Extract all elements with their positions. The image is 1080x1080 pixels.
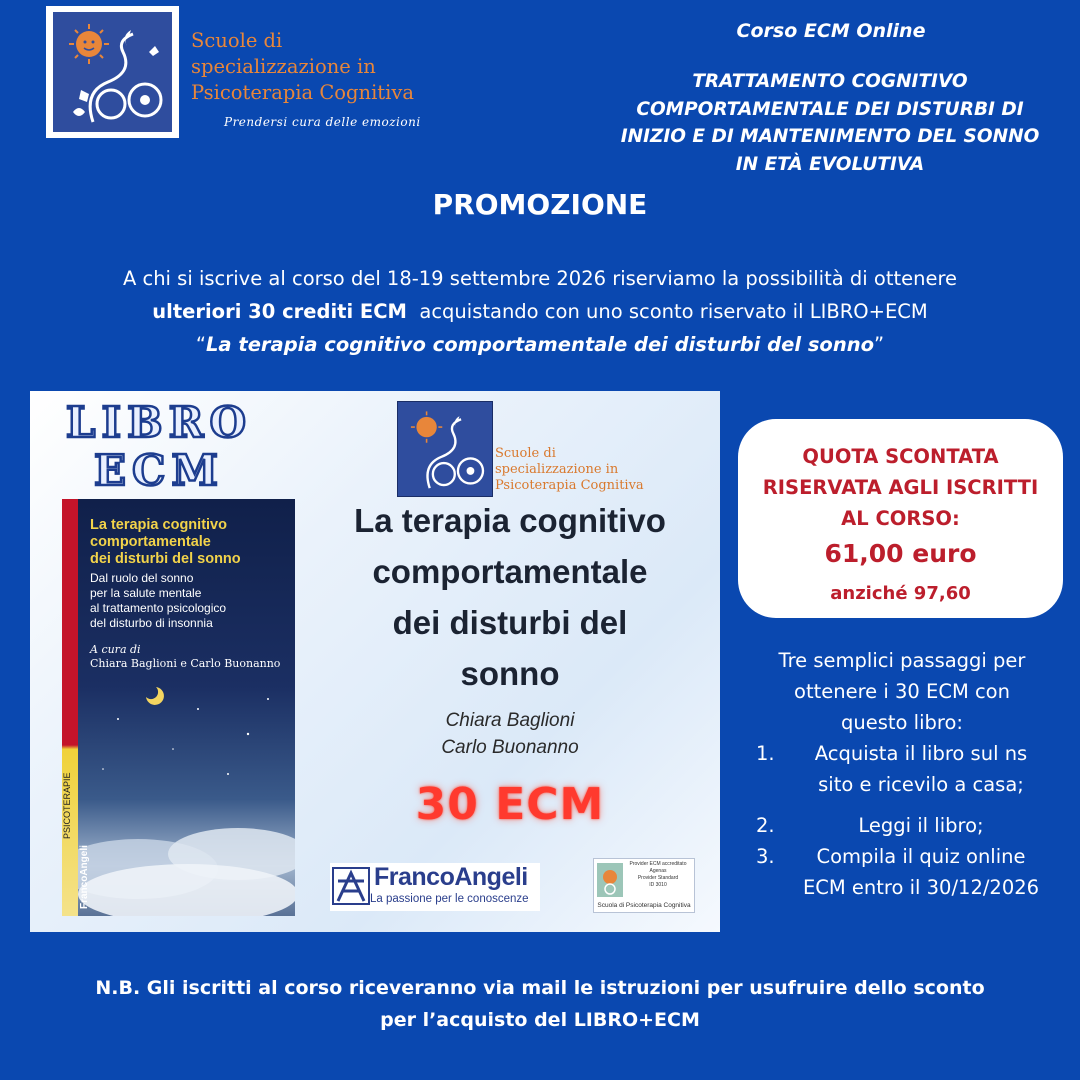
steps-intro-line: ottenere i 30 ECM con xyxy=(794,680,1010,703)
footnote xyxy=(40,972,1040,1036)
steps-intro-line: questo libro: xyxy=(841,711,963,734)
provider-seal-footer: Scuola di Psicoterapia Cognitiva xyxy=(597,902,691,909)
footnote-line: per l’acquisto del LIBRO+ECM xyxy=(380,1009,700,1031)
cover-subtitle-line: del disturbo di insonnia xyxy=(90,616,213,630)
provider-seal-line: Agenas xyxy=(649,868,667,874)
discount-price-box xyxy=(738,419,1063,618)
steps-intro xyxy=(744,645,1060,738)
school-name-line: Psicoterapia Cognitiva xyxy=(191,81,415,104)
cover-subtitle-line: per la salute mentale xyxy=(90,586,202,600)
promo-intro-line xyxy=(30,295,1050,328)
publisher-motto: La passione per le conoscenze xyxy=(370,893,529,905)
publisher-name: FrancoAngeli xyxy=(374,863,528,891)
book-title-line: comportamentale xyxy=(372,553,648,590)
promo-intro-line: A chi si iscrive al corso del 18-19 settembre 2026 riserviamo la possibilità di ottenere xyxy=(122,267,958,290)
step-text xyxy=(790,738,1052,800)
sun-vine-icon xyxy=(398,402,492,496)
book-title-line: La terapia cognitivo xyxy=(354,502,666,539)
promo-heading: PROMOZIONE xyxy=(432,188,648,221)
promo-book-quote: “La terapia cognitivo comportamentale dei disturbi del sonno” xyxy=(195,333,885,356)
provider-seal-text xyxy=(624,861,692,889)
cover-authors: Chiara Baglioni e Carlo Buonanno xyxy=(90,657,281,670)
cover-series: PSICOTERAPIE xyxy=(62,772,72,840)
book-author: Chiara Baglioni xyxy=(445,710,575,731)
cover-color-strip xyxy=(62,499,78,916)
banner-school-name-line: specializzazione in xyxy=(495,462,619,477)
provider-seal-line: Provider ECM accreditato xyxy=(629,861,687,867)
school-logo xyxy=(46,6,179,138)
promo-credits-highlight: ulteriori 30 crediti ECM xyxy=(152,300,407,323)
course-title xyxy=(570,68,1080,178)
banner-school-name-line: Psicoterapia Cognitiva xyxy=(495,478,644,493)
book-banner xyxy=(30,391,720,932)
promo-book-title: La terapia cognitivo comportamentale dei disturbi del sonno xyxy=(206,333,874,356)
banner-school-logo xyxy=(397,401,493,497)
cover-subtitle-line: Dal ruolo del sonno xyxy=(90,571,194,585)
course-title-line: COMPORTAMENTALE DEI DISTURBI DI xyxy=(636,98,1024,120)
book-title-line: dei disturbi del xyxy=(392,604,628,641)
step-text-line: Acquista il libro sul ns xyxy=(814,742,1028,765)
cover-subtitle-line: al trattamento psicologico xyxy=(90,601,227,615)
price-header-line: QUOTA SCONTATA xyxy=(802,445,999,468)
libro-label-line: ECM xyxy=(94,446,224,495)
school-tagline: Prendersi cura delle emozioni xyxy=(224,115,421,129)
course-title-line: IN ETÀ EVOLUTIVA xyxy=(735,153,925,175)
cover-subtitle xyxy=(90,571,290,631)
step-number: 3. xyxy=(756,845,775,868)
cover-editors xyxy=(90,643,295,671)
provider-logo-icon xyxy=(597,863,623,897)
step-number: 2. xyxy=(756,814,775,837)
school-logo-emblem xyxy=(53,12,172,132)
sun-vine-icon xyxy=(53,12,172,132)
cover-publisher: FrancoAngeli xyxy=(79,845,90,909)
original-price: anziché 97,60 xyxy=(830,583,971,604)
provider-seal-line: Provider Standard xyxy=(637,875,679,881)
book-cover xyxy=(62,499,295,916)
course-title-line: TRATTAMENTO COGNITIVO xyxy=(692,71,968,92)
banner-school-name xyxy=(495,446,720,494)
footnote-line: N.B. Gli iscritti al corso riceveranno via mail le istruzioni per usufruire dello sconto xyxy=(95,977,985,999)
book-title-line: sonno xyxy=(460,655,560,692)
course-label: Corso ECM Online xyxy=(736,20,926,42)
school-name xyxy=(191,28,461,106)
cover-curatela-label: A cura di xyxy=(90,643,141,656)
cover-title-line: comportamentale xyxy=(90,534,211,550)
price-header-line: AL CORSO: xyxy=(841,507,960,530)
course-title-line: INIZIO E DI MANTENIMENTO DEL SONNO xyxy=(620,126,1040,147)
step-number: 1. xyxy=(756,742,775,765)
book-author: Carlo Buonanno xyxy=(441,737,579,758)
promo-intro-rest: acquistando con uno sconto riservato il LIBRO+ECM xyxy=(406,300,928,323)
school-name-line: Scuole di xyxy=(191,29,283,52)
promo-intro xyxy=(30,262,1050,361)
cover-title xyxy=(90,517,290,568)
steps-intro-line: Tre semplici passaggi per xyxy=(778,649,1026,672)
publisher-logo xyxy=(330,863,540,911)
step-text-line: Compila il quiz online xyxy=(816,845,1026,868)
discount-price: 61,00 euro xyxy=(824,539,977,568)
school-name-line: specializzazione in xyxy=(191,55,376,78)
libro-label-line: LIBRO xyxy=(65,398,253,447)
banner-school-name-line: Scuole di xyxy=(495,446,556,461)
price-header xyxy=(738,441,1063,534)
provider-seal-line: ID 3010 xyxy=(649,882,667,888)
step-text xyxy=(790,810,1052,841)
night-sky-icon xyxy=(78,679,295,916)
ecm-credits-badge: 30 ECM xyxy=(415,779,605,830)
book-title xyxy=(300,495,720,699)
book-authors xyxy=(360,707,660,761)
step-text-line: ECM entro il 30/12/2026 xyxy=(802,876,1040,899)
step-text xyxy=(770,841,1072,903)
publisher-mark-icon xyxy=(332,867,370,905)
step-text-line: Leggi il libro; xyxy=(858,814,984,837)
cover-title-line: dei disturbi del sonno xyxy=(90,551,241,567)
step-text-line: sito e ricevilo a casa; xyxy=(818,773,1024,796)
price-header-line: RISERVATA AGLI ISCRITTI xyxy=(762,476,1039,499)
libro-ecm-label xyxy=(44,399,274,495)
ecm-provider-seal xyxy=(593,858,695,913)
cover-title-line: La terapia cognitivo xyxy=(90,517,227,533)
